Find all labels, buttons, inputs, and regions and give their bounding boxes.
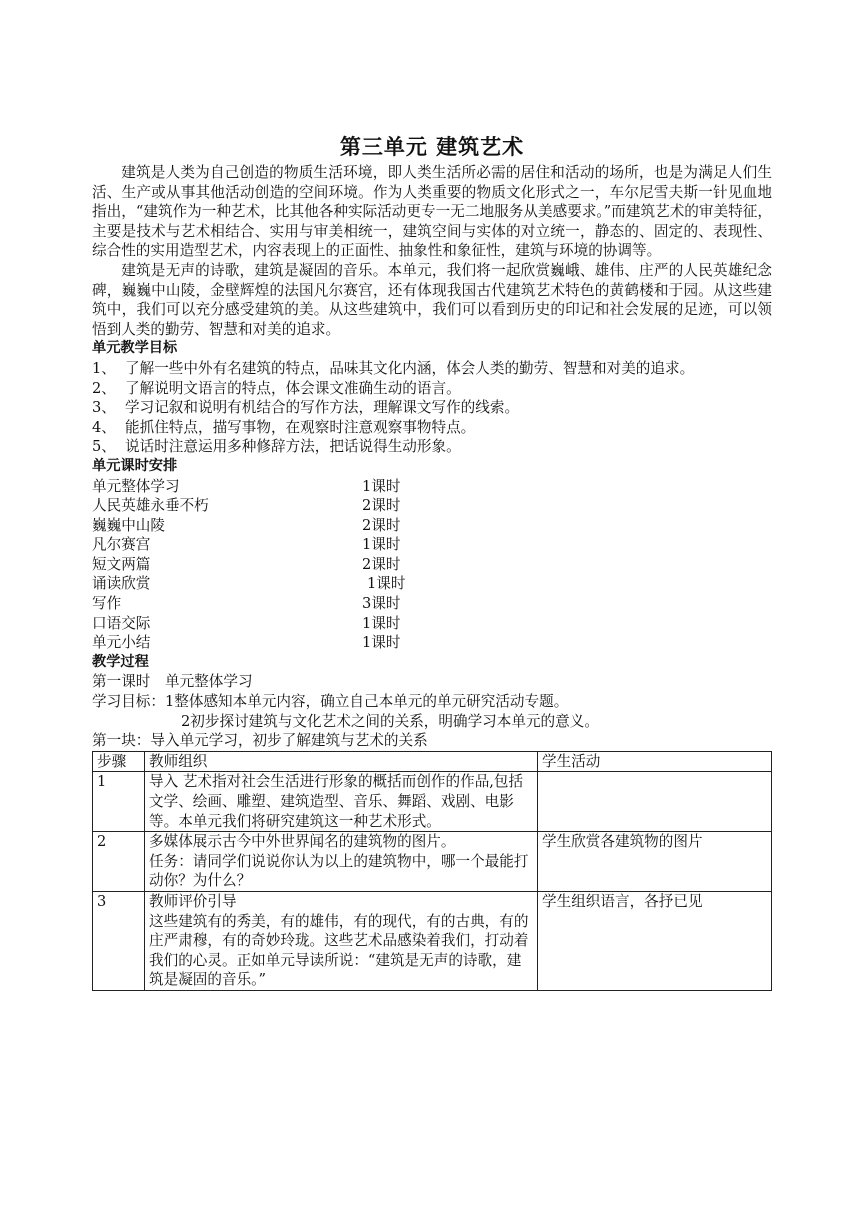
- schedule-row: [92, 496, 772, 516]
- table-row: [93, 891, 772, 990]
- table-header-teacher: 教师组织: [145, 751, 538, 772]
- schedule-name: 口语交际: [92, 614, 151, 632]
- goal-item: [92, 359, 772, 379]
- teacher-text: 教师评价引导: [149, 892, 237, 910]
- intro-paragraph-1: 建筑是人类为自己创造的物质生活环境，即人类生活所必需的居住和活动的场所，也是为满足人们生活、生产或从事其他活动创造的空间环境。作为人类重要的物质文化形式之一，车尔尼雪夫斯一针见血地指出，“建筑作为一种艺术，比其他各种实际活动更专一无二地服务从美感要求。”而建筑艺术的审美特征，主要是技术与艺术相结合、实用与审美相统一，建筑空间与实体的对立统一，静态的、固定的、表现性、综合性的实用造型艺术，内容表现上的正面性、抽象性和象征性，建筑与环境的协调等。: [92, 164, 772, 260]
- schedule-hours: 1课时: [362, 634, 401, 652]
- table-header-row: [93, 751, 772, 772]
- goal-item: [92, 379, 772, 399]
- teacher-text: 多媒体展示古今中外世界闻名的建筑物的图片。: [149, 833, 456, 851]
- page-title: 第三单元 建筑艺术: [339, 135, 525, 159]
- table-row: [93, 772, 772, 832]
- student-cell: 学生欣赏各建筑物的图片: [538, 832, 772, 892]
- goal-text: 了解说明文语言的特点，体会课文准确生动的语言。: [125, 379, 461, 397]
- teacher-cell: [145, 832, 538, 892]
- objectives-line-1: 学习目标：1整体感知本单元内容，确立自己本单元的单元研究活动专题。: [92, 693, 569, 711]
- goal-number: 4、: [92, 418, 116, 436]
- step-cell: 2: [93, 832, 145, 892]
- schedule-row: [92, 594, 772, 614]
- schedule-row: [92, 477, 772, 497]
- goal-item: [92, 418, 772, 438]
- table-header-step: 步骤: [93, 751, 145, 772]
- schedule-name: 诵读欣赏: [92, 575, 151, 593]
- schedule-list: [92, 477, 772, 653]
- schedule-name: 短文两篇: [92, 555, 151, 573]
- step-cell: 1: [93, 772, 145, 832]
- goal-number: 2、: [92, 379, 116, 397]
- schedule-hours: 1课时: [362, 536, 401, 554]
- teacher-text: 这些建筑有的秀美，有的雄伟，有的现代，有的古典，有的庄严肃穆，有的奇妙玲珑。这些艺术品感染着我们，打动着我们的心灵。正如单元导读所说：“建筑是无声的诗歌，建筑是凝固的音乐。”: [149, 912, 529, 989]
- schedule-row: [92, 516, 772, 536]
- goal-number: 5、: [92, 438, 116, 456]
- objectives-line-2: 2初步探讨建筑与文化艺术之间的关系，明确学习本单元的意义。: [181, 712, 599, 730]
- schedule-name: 单元小结: [92, 634, 151, 652]
- teacher-cell: [145, 891, 538, 990]
- teacher-cell: [145, 772, 538, 832]
- schedule-name: 巍巍中山陵: [92, 516, 165, 534]
- goal-item: [92, 437, 772, 457]
- schedule-row: [92, 535, 772, 555]
- goal-text: 说话时注意运用多种修辞方法，把话说得生动形象。: [125, 438, 461, 456]
- schedule-hours: 1课时: [362, 614, 401, 632]
- teacher-text: 任务：请同学们说说你认为以上的建筑物中，哪一个最能打动你？为什么？: [149, 852, 529, 890]
- table-header-student: 学生活动: [538, 751, 772, 772]
- process-heading: 教学过程: [92, 653, 149, 670]
- lesson-line: 第一课时 单元整体学习: [92, 673, 253, 691]
- intro-paragraph-2: 建筑是无声的诗歌，建筑是凝固的音乐。本单元，我们将一起欣赏巍峨、雄伟、庄严的人民英雄纪念碑，巍巍中山陵，金壁辉煌的法国凡尔赛宫，还有体现我国古代建筑艺术特色的黄鹤楼和于园。从这些建筑中，我们可以充分感受建筑的美。从这些建筑中，我们可以看到历史的印记和社会发展的足迹，可以领悟到人类的勤劳、智慧和对美的追求。: [92, 261, 772, 338]
- lesson-table: [92, 751, 772, 991]
- schedule-row: [92, 614, 772, 634]
- schedule-row: [92, 555, 772, 575]
- schedule-name: 写作: [92, 595, 122, 613]
- schedule-heading: 单元课时安排: [92, 457, 178, 474]
- schedule-hours: 2课时: [362, 516, 401, 534]
- schedule-hours: 3课时: [362, 595, 401, 613]
- table-row: [93, 832, 772, 892]
- schedule-hours: 2课时: [362, 497, 401, 515]
- schedule-hours: 1课时: [367, 575, 406, 593]
- schedule-name: 人民英雄永垂不朽: [92, 497, 209, 515]
- schedule-row: [92, 574, 772, 594]
- goal-text: 能抓住特点，描写事物，在观察时注意观察事物特点。: [125, 418, 476, 436]
- goals-heading: 单元教学目标: [92, 340, 178, 357]
- goal-text: 学习记叙和说明有机结合的写作方法，理解课文写作的线索。: [125, 399, 520, 417]
- student-cell: 学生组织语言，各抒已见: [538, 891, 772, 990]
- goal-item: [92, 398, 772, 418]
- schedule-name: 凡尔赛宫: [92, 536, 151, 554]
- schedule-hours: 1课时: [362, 477, 401, 495]
- block-title: 第一块：导入单元学习，初步了解建筑与艺术的关系: [92, 732, 428, 750]
- teacher-text: 导入 艺术指对社会生活进行形象的概括而创作的作品,包括文学、绘画、雕塑、建筑造型、音乐、舞蹈、戏剧、电影等。本单元我们将研究建筑这一种艺术形式。: [149, 773, 524, 830]
- schedule-row: [92, 633, 772, 653]
- student-cell: [538, 772, 772, 832]
- step-cell: 3: [93, 891, 145, 990]
- schedule-name: 单元整体学习: [92, 477, 180, 495]
- schedule-hours: 2课时: [362, 555, 401, 573]
- goal-number: 3、: [92, 399, 116, 417]
- goals-list: [92, 359, 772, 457]
- goal-text: 了解一些中外有名建筑的特点，品味其文化内涵，体会人类的勤劳、智慧和对美的追求。: [125, 359, 695, 377]
- document-body: [92, 163, 772, 991]
- goal-number: 1、: [92, 359, 116, 377]
